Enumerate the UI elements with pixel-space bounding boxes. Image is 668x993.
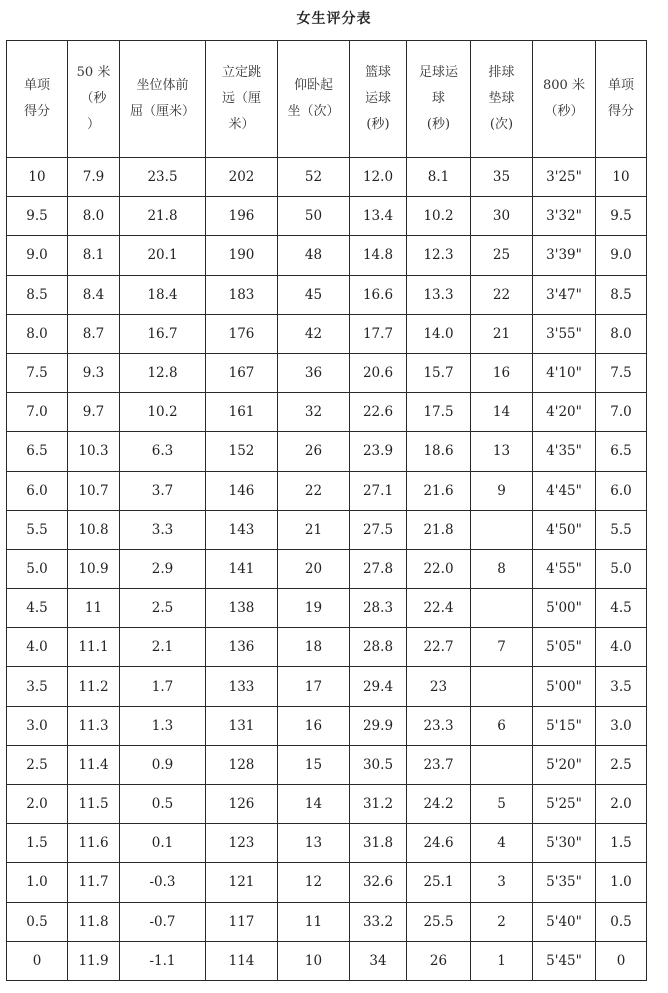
cell-standing-long-jump: 202 bbox=[206, 158, 278, 197]
cell-volleyball-bump: 8 bbox=[471, 549, 533, 588]
cell-football-dribble: 26 bbox=[407, 941, 471, 980]
cell-800m: 3'47" bbox=[533, 275, 596, 314]
header-score-right bbox=[596, 41, 647, 158]
header-volleyball-bump bbox=[471, 41, 533, 158]
cell-50m: 11.5 bbox=[68, 785, 120, 824]
cell-standing-long-jump: 183 bbox=[206, 275, 278, 314]
table-row bbox=[7, 785, 647, 824]
cell-basketball-dribble: 34 bbox=[350, 941, 407, 980]
cell-basketball-dribble: 28.3 bbox=[350, 589, 407, 628]
cell-sit-ups: 42 bbox=[278, 314, 350, 353]
cell-football-dribble: 24.2 bbox=[407, 785, 471, 824]
header-label: 排球 垫球 (次) bbox=[488, 65, 515, 132]
cell-800m: 4'50" bbox=[533, 510, 596, 549]
header-label: 立定跳 远（厘 米） bbox=[221, 65, 261, 132]
cell-basketball-dribble: 12.0 bbox=[350, 158, 407, 197]
cell-50m: 9.3 bbox=[68, 353, 120, 392]
cell-volleyball-bump bbox=[471, 745, 533, 784]
header-label: 仰卧起 坐（次） bbox=[287, 78, 340, 119]
header-label: 单项 得分 bbox=[607, 78, 634, 119]
cell-sit-and-reach: 20.1 bbox=[120, 236, 206, 275]
cell-800m: 5'25" bbox=[533, 785, 596, 824]
cell-50m: 11 bbox=[68, 589, 120, 628]
table-row bbox=[7, 353, 647, 392]
cell-800m: 4'45" bbox=[533, 471, 596, 510]
cell-football-dribble: 14.0 bbox=[407, 314, 471, 353]
cell-standing-long-jump: 128 bbox=[206, 745, 278, 784]
cell-sit-ups: 14 bbox=[278, 785, 350, 824]
cell-score-right: 9.5 bbox=[596, 197, 647, 236]
cell-football-dribble: 12.3 bbox=[407, 236, 471, 275]
cell-sit-ups: 26 bbox=[278, 432, 350, 471]
cell-sit-ups: 18 bbox=[278, 628, 350, 667]
cell-50m: 11.1 bbox=[68, 628, 120, 667]
cell-score-right: 4.0 bbox=[596, 628, 647, 667]
cell-sit-ups: 11 bbox=[278, 902, 350, 941]
cell-50m: 10.9 bbox=[68, 549, 120, 588]
cell-score-right: 0.5 bbox=[596, 902, 647, 941]
cell-basketball-dribble: 22.6 bbox=[350, 393, 407, 432]
cell-sit-ups: 52 bbox=[278, 158, 350, 197]
cell-football-dribble: 22.7 bbox=[407, 628, 471, 667]
cell-basketball-dribble: 33.2 bbox=[350, 902, 407, 941]
cell-800m: 5'15" bbox=[533, 706, 596, 745]
cell-sit-and-reach: 12.8 bbox=[120, 353, 206, 392]
cell-score-left: 6.0 bbox=[7, 471, 68, 510]
cell-standing-long-jump: 152 bbox=[206, 432, 278, 471]
cell-score-left: 5.5 bbox=[7, 510, 68, 549]
cell-basketball-dribble: 13.4 bbox=[350, 197, 407, 236]
cell-score-right: 5.5 bbox=[596, 510, 647, 549]
cell-50m: 11.7 bbox=[68, 863, 120, 902]
cell-score-left: 4.0 bbox=[7, 628, 68, 667]
table-row bbox=[7, 471, 647, 510]
cell-sit-ups: 20 bbox=[278, 549, 350, 588]
cell-standing-long-jump: 190 bbox=[206, 236, 278, 275]
cell-volleyball-bump: 7 bbox=[471, 628, 533, 667]
table-row bbox=[7, 667, 647, 706]
cell-sit-and-reach: 10.2 bbox=[120, 393, 206, 432]
table-row bbox=[7, 863, 647, 902]
table-row bbox=[7, 158, 647, 197]
cell-sit-ups: 16 bbox=[278, 706, 350, 745]
cell-score-right: 7.0 bbox=[596, 393, 647, 432]
cell-basketball-dribble: 28.8 bbox=[350, 628, 407, 667]
cell-football-dribble: 17.5 bbox=[407, 393, 471, 432]
cell-score-right: 1.0 bbox=[596, 863, 647, 902]
cell-standing-long-jump: 138 bbox=[206, 589, 278, 628]
cell-50m: 8.0 bbox=[68, 197, 120, 236]
cell-volleyball-bump: 14 bbox=[471, 393, 533, 432]
cell-800m: 5'05" bbox=[533, 628, 596, 667]
cell-standing-long-jump: 146 bbox=[206, 471, 278, 510]
header-label: 篮球 运球 (秒) bbox=[364, 65, 391, 132]
cell-sit-ups: 21 bbox=[278, 510, 350, 549]
cell-800m: 5'00" bbox=[533, 667, 596, 706]
cell-800m: 5'45" bbox=[533, 941, 596, 980]
score-table bbox=[6, 40, 647, 981]
cell-sit-and-reach: 0.1 bbox=[120, 824, 206, 863]
cell-800m: 5'30" bbox=[533, 824, 596, 863]
header-standing-long-jump bbox=[206, 41, 278, 158]
cell-score-left: 9.5 bbox=[7, 197, 68, 236]
header-sit-and-reach bbox=[120, 41, 206, 158]
cell-sit-ups: 13 bbox=[278, 824, 350, 863]
cell-score-left: 7.0 bbox=[7, 393, 68, 432]
table-row bbox=[7, 706, 647, 745]
cell-800m: 3'25" bbox=[533, 158, 596, 197]
cell-50m: 11.6 bbox=[68, 824, 120, 863]
cell-standing-long-jump: 114 bbox=[206, 941, 278, 980]
table-row bbox=[7, 628, 647, 667]
cell-football-dribble: 21.6 bbox=[407, 471, 471, 510]
cell-volleyball-bump: 30 bbox=[471, 197, 533, 236]
cell-score-right: 5.0 bbox=[596, 549, 647, 588]
cell-score-right: 2.0 bbox=[596, 785, 647, 824]
cell-50m: 8.7 bbox=[68, 314, 120, 353]
cell-standing-long-jump: 141 bbox=[206, 549, 278, 588]
cell-standing-long-jump: 117 bbox=[206, 902, 278, 941]
cell-score-right: 0 bbox=[596, 941, 647, 980]
cell-800m: 4'35" bbox=[533, 432, 596, 471]
cell-volleyball-bump bbox=[471, 510, 533, 549]
cell-sit-ups: 12 bbox=[278, 863, 350, 902]
cell-volleyball-bump: 16 bbox=[471, 353, 533, 392]
cell-volleyball-bump: 9 bbox=[471, 471, 533, 510]
cell-800m: 5'00" bbox=[533, 589, 596, 628]
cell-score-left: 8.5 bbox=[7, 275, 68, 314]
cell-800m: 3'32" bbox=[533, 197, 596, 236]
cell-50m: 11.2 bbox=[68, 667, 120, 706]
header-label: 坐位体前 屈（厘米） bbox=[129, 78, 195, 119]
cell-score-right: 10 bbox=[596, 158, 647, 197]
cell-50m: 10.8 bbox=[68, 510, 120, 549]
header-score-left bbox=[7, 41, 68, 158]
table-row bbox=[7, 589, 647, 628]
cell-sit-ups: 17 bbox=[278, 667, 350, 706]
cell-volleyball-bump: 1 bbox=[471, 941, 533, 980]
cell-sit-ups: 10 bbox=[278, 941, 350, 980]
cell-sit-and-reach: 23.5 bbox=[120, 158, 206, 197]
cell-800m: 5'20" bbox=[533, 745, 596, 784]
cell-volleyball-bump: 21 bbox=[471, 314, 533, 353]
header-label: 单项 得分 bbox=[23, 78, 50, 119]
cell-sit-and-reach: 1.7 bbox=[120, 667, 206, 706]
header-football-dribble bbox=[407, 41, 471, 158]
cell-score-right: 4.5 bbox=[596, 589, 647, 628]
header-800m bbox=[533, 41, 596, 158]
cell-standing-long-jump: 123 bbox=[206, 824, 278, 863]
cell-50m: 11.8 bbox=[68, 902, 120, 941]
cell-800m: 5'40" bbox=[533, 902, 596, 941]
table-row bbox=[7, 432, 647, 471]
cell-volleyball-bump bbox=[471, 667, 533, 706]
cell-score-left: 4.5 bbox=[7, 589, 68, 628]
table-row bbox=[7, 549, 647, 588]
cell-50m: 10.3 bbox=[68, 432, 120, 471]
cell-score-left: 0.5 bbox=[7, 902, 68, 941]
cell-football-dribble: 13.3 bbox=[407, 275, 471, 314]
table-row bbox=[7, 236, 647, 275]
cell-volleyball-bump: 13 bbox=[471, 432, 533, 471]
cell-score-left: 0 bbox=[7, 941, 68, 980]
cell-football-dribble: 23.3 bbox=[407, 706, 471, 745]
cell-basketball-dribble: 29.4 bbox=[350, 667, 407, 706]
cell-football-dribble: 18.6 bbox=[407, 432, 471, 471]
cell-standing-long-jump: 167 bbox=[206, 353, 278, 392]
cell-sit-and-reach: 0.9 bbox=[120, 745, 206, 784]
cell-score-right: 6.0 bbox=[596, 471, 647, 510]
header-label: 50 米 （秒 ） bbox=[76, 65, 111, 132]
cell-800m: 4'10" bbox=[533, 353, 596, 392]
cell-basketball-dribble: 31.2 bbox=[350, 785, 407, 824]
table-row bbox=[7, 197, 647, 236]
cell-50m: 7.9 bbox=[68, 158, 120, 197]
cell-sit-ups: 15 bbox=[278, 745, 350, 784]
cell-score-right: 8.0 bbox=[596, 314, 647, 353]
cell-800m: 3'39" bbox=[533, 236, 596, 275]
cell-score-right: 3.5 bbox=[596, 667, 647, 706]
cell-score-right: 3.0 bbox=[596, 706, 647, 745]
cell-score-left: 6.5 bbox=[7, 432, 68, 471]
cell-standing-long-jump: 176 bbox=[206, 314, 278, 353]
cell-standing-long-jump: 143 bbox=[206, 510, 278, 549]
cell-50m: 11.4 bbox=[68, 745, 120, 784]
cell-sit-and-reach: -0.3 bbox=[120, 863, 206, 902]
cell-score-right: 1.5 bbox=[596, 824, 647, 863]
cell-football-dribble: 25.1 bbox=[407, 863, 471, 902]
cell-score-left: 9.0 bbox=[7, 236, 68, 275]
cell-score-right: 2.5 bbox=[596, 745, 647, 784]
cell-basketball-dribble: 27.8 bbox=[350, 549, 407, 588]
cell-sit-and-reach: 3.3 bbox=[120, 510, 206, 549]
cell-sit-ups: 45 bbox=[278, 275, 350, 314]
cell-score-left: 10 bbox=[7, 158, 68, 197]
cell-football-dribble: 8.1 bbox=[407, 158, 471, 197]
cell-volleyball-bump: 25 bbox=[471, 236, 533, 275]
cell-football-dribble: 23.7 bbox=[407, 745, 471, 784]
cell-sit-ups: 48 bbox=[278, 236, 350, 275]
cell-sit-and-reach: 2.1 bbox=[120, 628, 206, 667]
cell-sit-and-reach: 2.9 bbox=[120, 549, 206, 588]
cell-sit-and-reach: 0.5 bbox=[120, 785, 206, 824]
table-row bbox=[7, 510, 647, 549]
cell-score-left: 7.5 bbox=[7, 353, 68, 392]
cell-sit-and-reach: 21.8 bbox=[120, 197, 206, 236]
cell-standing-long-jump: 121 bbox=[206, 863, 278, 902]
cell-volleyball-bump: 22 bbox=[471, 275, 533, 314]
cell-sit-and-reach: -1.1 bbox=[120, 941, 206, 980]
cell-sit-and-reach: 1.3 bbox=[120, 706, 206, 745]
cell-football-dribble: 22.0 bbox=[407, 549, 471, 588]
cell-score-left: 1.5 bbox=[7, 824, 68, 863]
cell-800m: 5'35" bbox=[533, 863, 596, 902]
cell-sit-ups: 32 bbox=[278, 393, 350, 432]
cell-sit-and-reach: -0.7 bbox=[120, 902, 206, 941]
cell-sit-and-reach: 16.7 bbox=[120, 314, 206, 353]
header-sit-ups bbox=[278, 41, 350, 158]
cell-standing-long-jump: 126 bbox=[206, 785, 278, 824]
cell-football-dribble: 24.6 bbox=[407, 824, 471, 863]
cell-score-left: 8.0 bbox=[7, 314, 68, 353]
cell-score-left: 1.0 bbox=[7, 863, 68, 902]
cell-50m: 11.3 bbox=[68, 706, 120, 745]
cell-50m: 9.7 bbox=[68, 393, 120, 432]
cell-sit-and-reach: 18.4 bbox=[120, 275, 206, 314]
cell-50m: 11.9 bbox=[68, 941, 120, 980]
table-row bbox=[7, 941, 647, 980]
cell-sit-ups: 36 bbox=[278, 353, 350, 392]
cell-football-dribble: 22.4 bbox=[407, 589, 471, 628]
cell-football-dribble: 21.8 bbox=[407, 510, 471, 549]
cell-basketball-dribble: 30.5 bbox=[350, 745, 407, 784]
cell-score-right: 8.5 bbox=[596, 275, 647, 314]
cell-score-left: 2.5 bbox=[7, 745, 68, 784]
cell-score-right: 6.5 bbox=[596, 432, 647, 471]
table-row bbox=[7, 824, 647, 863]
cell-50m: 10.7 bbox=[68, 471, 120, 510]
cell-standing-long-jump: 136 bbox=[206, 628, 278, 667]
cell-score-left: 5.0 bbox=[7, 549, 68, 588]
cell-score-right: 9.0 bbox=[596, 236, 647, 275]
table-row bbox=[7, 745, 647, 784]
cell-sit-and-reach: 2.5 bbox=[120, 589, 206, 628]
cell-volleyball-bump: 2 bbox=[471, 902, 533, 941]
table-row bbox=[7, 902, 647, 941]
cell-50m: 8.1 bbox=[68, 236, 120, 275]
table-row bbox=[7, 275, 647, 314]
cell-football-dribble: 15.7 bbox=[407, 353, 471, 392]
cell-basketball-dribble: 20.6 bbox=[350, 353, 407, 392]
cell-basketball-dribble: 27.5 bbox=[350, 510, 407, 549]
cell-sit-ups: 22 bbox=[278, 471, 350, 510]
header-label: 800 米 （秒） bbox=[543, 78, 585, 119]
header-50m bbox=[68, 41, 120, 158]
cell-volleyball-bump: 5 bbox=[471, 785, 533, 824]
table-row bbox=[7, 314, 647, 353]
cell-basketball-dribble: 14.8 bbox=[350, 236, 407, 275]
cell-800m: 3'55" bbox=[533, 314, 596, 353]
cell-football-dribble: 10.2 bbox=[407, 197, 471, 236]
cell-volleyball-bump: 3 bbox=[471, 863, 533, 902]
header-label: 足球运 球 (秒) bbox=[418, 65, 458, 132]
cell-basketball-dribble: 23.9 bbox=[350, 432, 407, 471]
cell-sit-and-reach: 3.7 bbox=[120, 471, 206, 510]
cell-score-right: 7.5 bbox=[596, 353, 647, 392]
cell-score-left: 3.5 bbox=[7, 667, 68, 706]
cell-sit-ups: 19 bbox=[278, 589, 350, 628]
cell-volleyball-bump bbox=[471, 589, 533, 628]
cell-volleyball-bump: 35 bbox=[471, 158, 533, 197]
cell-800m: 4'55" bbox=[533, 549, 596, 588]
cell-standing-long-jump: 131 bbox=[206, 706, 278, 745]
header-row bbox=[7, 41, 647, 158]
cell-basketball-dribble: 29.9 bbox=[350, 706, 407, 745]
cell-football-dribble: 23 bbox=[407, 667, 471, 706]
table-title: 女生评分表 bbox=[296, 11, 372, 27]
cell-sit-ups: 50 bbox=[278, 197, 350, 236]
cell-volleyball-bump: 4 bbox=[471, 824, 533, 863]
table-body bbox=[7, 158, 647, 981]
cell-standing-long-jump: 133 bbox=[206, 667, 278, 706]
header-basketball-dribble bbox=[350, 41, 407, 158]
cell-50m: 8.4 bbox=[68, 275, 120, 314]
cell-sit-and-reach: 6.3 bbox=[120, 432, 206, 471]
table-row bbox=[7, 393, 647, 432]
cell-800m: 4'20" bbox=[533, 393, 596, 432]
cell-standing-long-jump: 196 bbox=[206, 197, 278, 236]
cell-basketball-dribble: 17.7 bbox=[350, 314, 407, 353]
cell-football-dribble: 25.5 bbox=[407, 902, 471, 941]
cell-basketball-dribble: 16.6 bbox=[350, 275, 407, 314]
cell-score-left: 3.0 bbox=[7, 706, 68, 745]
cell-volleyball-bump: 6 bbox=[471, 706, 533, 745]
cell-basketball-dribble: 31.8 bbox=[350, 824, 407, 863]
cell-standing-long-jump: 161 bbox=[206, 393, 278, 432]
cell-basketball-dribble: 32.6 bbox=[350, 863, 407, 902]
cell-basketball-dribble: 27.1 bbox=[350, 471, 407, 510]
cell-score-left: 2.0 bbox=[7, 785, 68, 824]
